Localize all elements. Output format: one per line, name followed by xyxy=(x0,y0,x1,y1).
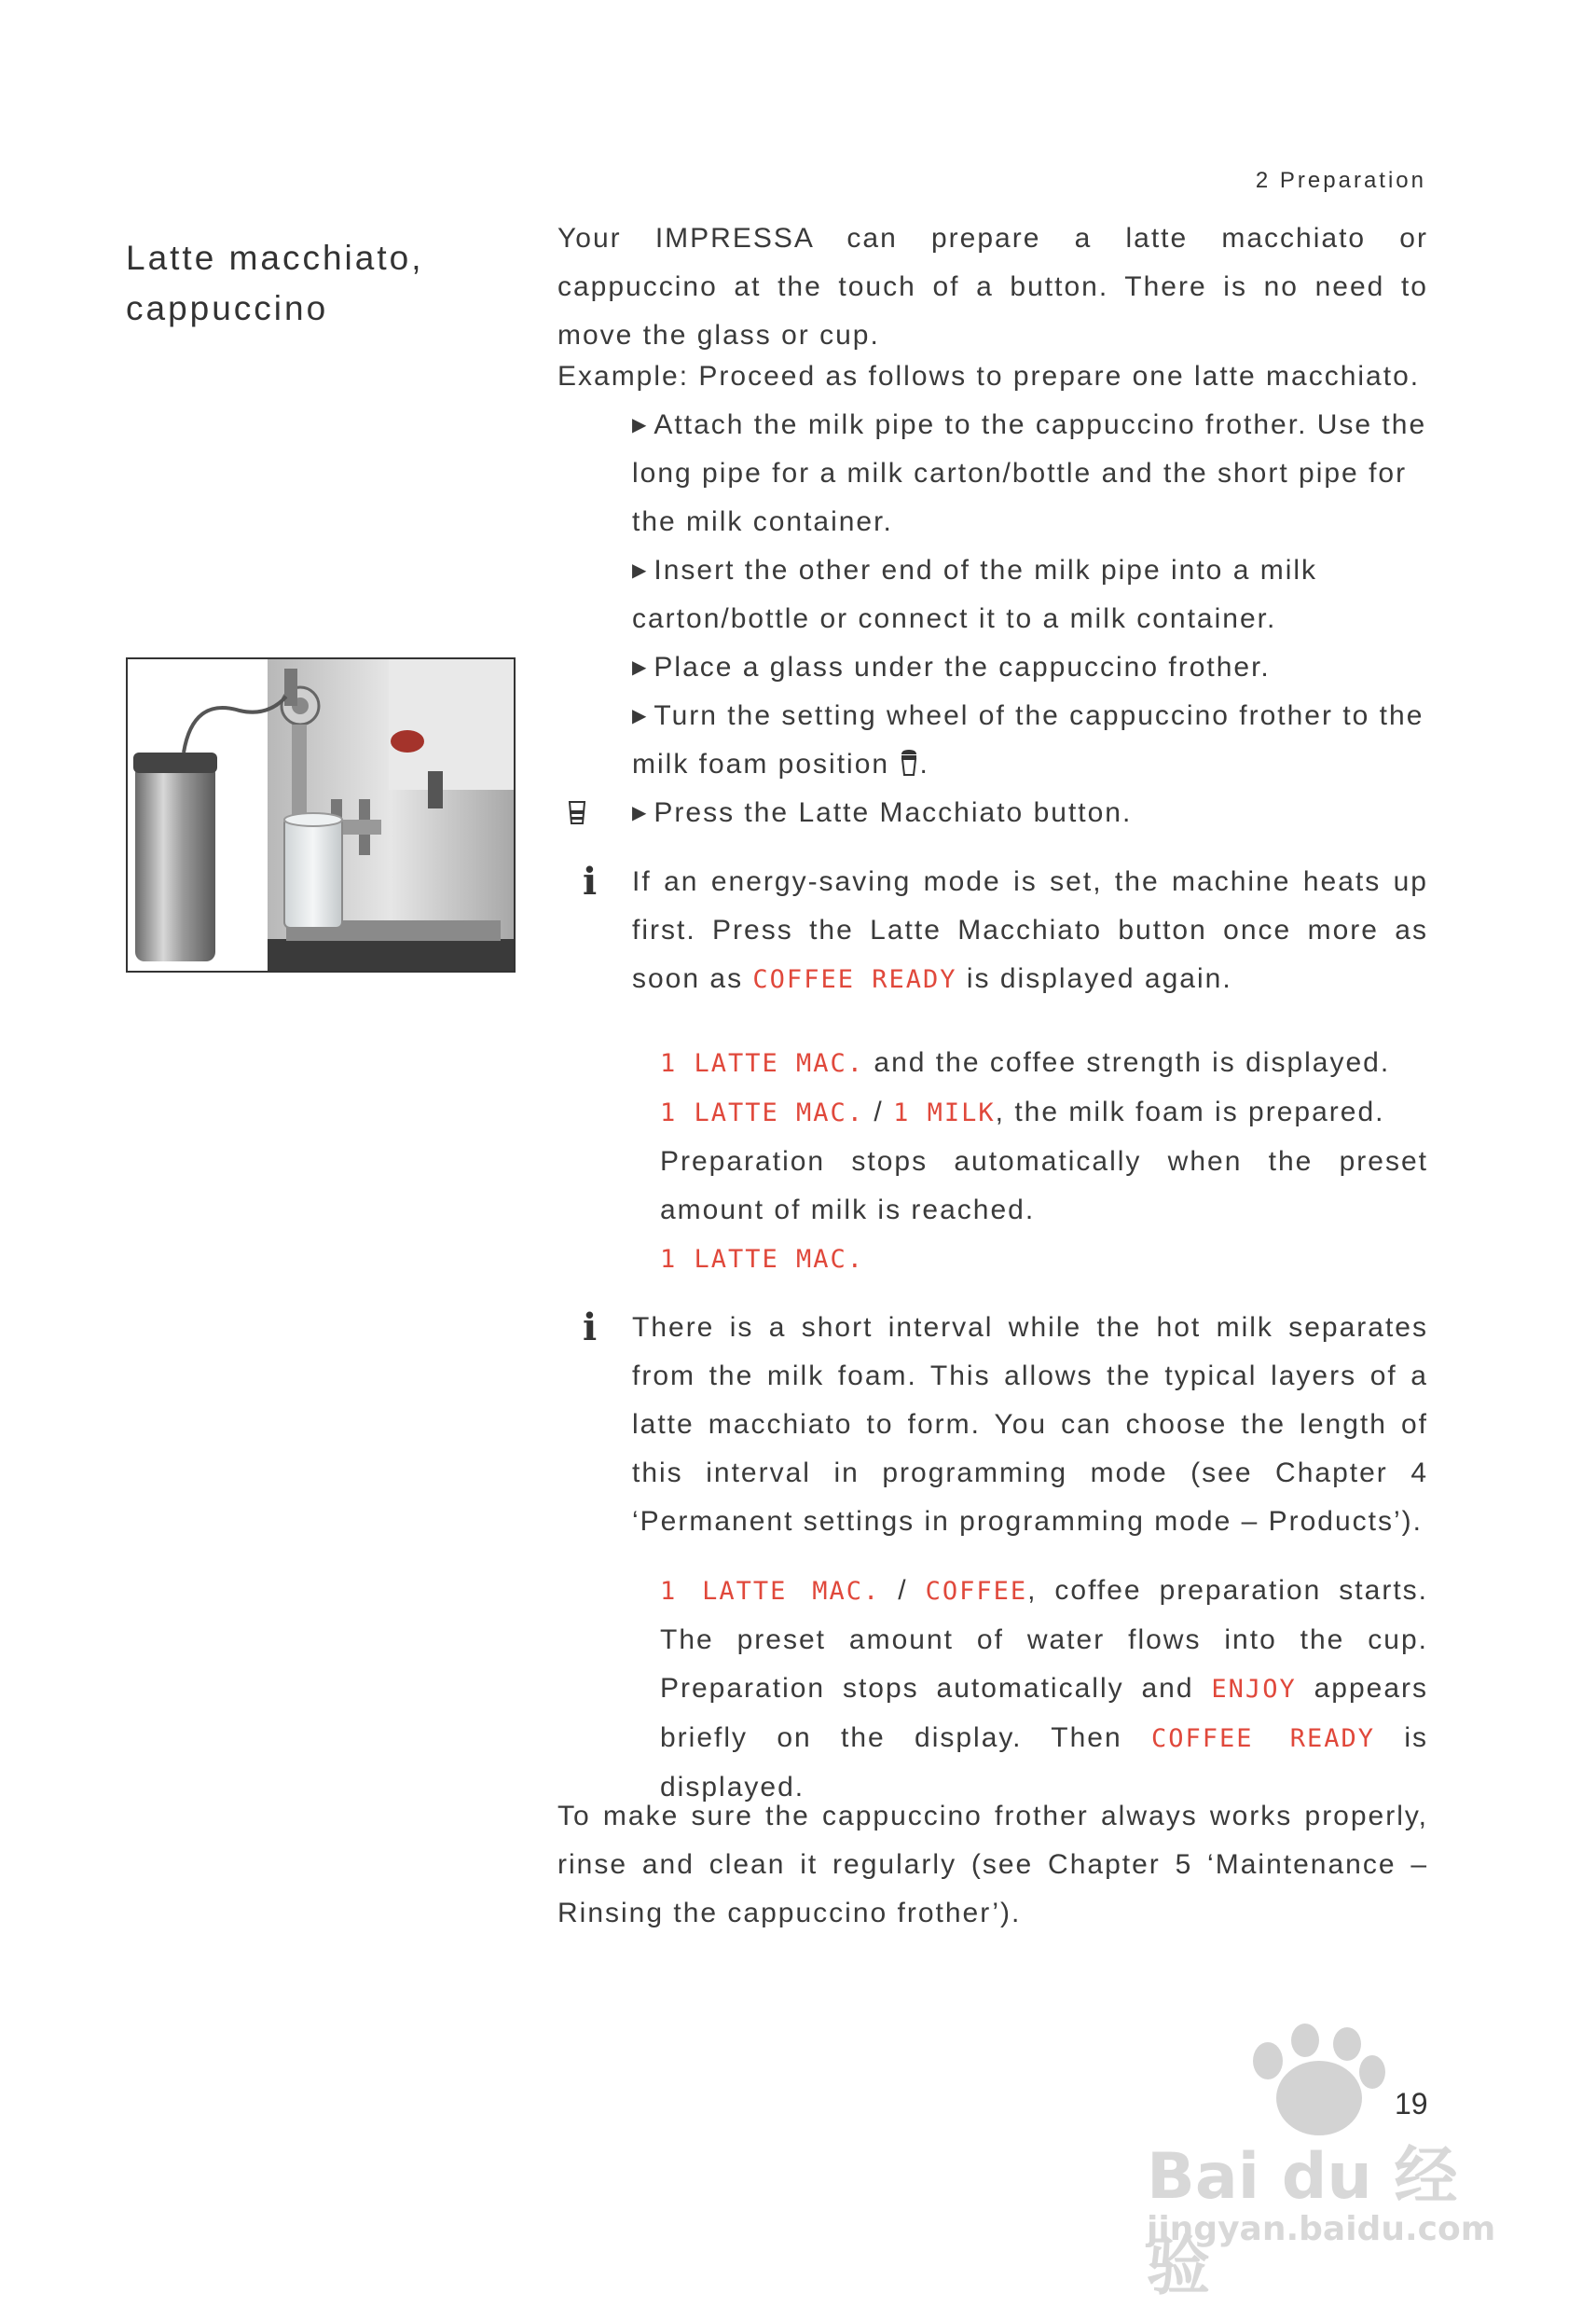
info-note-2-text: There is a short interval while the hot milk separates from the milk foam. This allows the typical layers of a latte macchiato to form. You can choose the length of this interval in programming mode (see Chapter 4 ‘Permanent settings in programming mode – Products’). xyxy=(632,1312,1428,1537)
coffee-sequence-text: 1 LATTE MAC. / COFFEE, coffee preparation starts. The preset amount of water flows into the cup. Preparation stops automatically and ENJOY appears briefly on the display. Then COFFEE READY is displayed. xyxy=(660,1575,1428,1803)
lcd-enjoy: ENJOY xyxy=(1211,1675,1297,1704)
bullet-triangle-icon: ▶ xyxy=(632,803,649,823)
latte-macchiato-button-icon xyxy=(567,798,587,826)
step-5: ▶ Press the Latte Macchiato button. xyxy=(632,789,1428,837)
info-note-2 xyxy=(557,1304,1428,1546)
watermark-brand: Bai du 经验 xyxy=(1147,2140,1458,2304)
coffee-sequence xyxy=(557,1567,1428,1812)
lcd-latte-mac: 1 LATTE MAC. xyxy=(660,1098,865,1127)
section-title xyxy=(126,233,499,334)
info-icon: i xyxy=(583,1305,599,1349)
baidu-watermark xyxy=(1119,2024,1510,2304)
info-note-1 xyxy=(557,858,1428,1004)
running-header: 2 Preparation xyxy=(1255,168,1426,193)
display-line-1: 1 LATTE MAC. and the coffee strength is displayed. xyxy=(660,1047,1391,1078)
machine-illustration xyxy=(126,657,516,973)
section-title-line2: cappuccino xyxy=(126,289,329,327)
bullet-triangle-icon: ▶ xyxy=(632,415,649,435)
milk-foam-icon xyxy=(899,749,919,777)
lcd-coffee: COFFEE xyxy=(925,1577,1028,1606)
bullet-triangle-icon: ▶ xyxy=(632,657,649,678)
display-line-3: Preparation stops automatically when the preset amount of milk is reached. xyxy=(660,1146,1428,1225)
coffee-machine-figure xyxy=(128,659,514,971)
step-4: ▶ Turn the setting wheel of the cappuccino frother to the milk foam position . xyxy=(632,700,1424,780)
section-title-line1: Latte macchiato, xyxy=(126,239,424,277)
display-line-2: 1 LATTE MAC. / 1 MILK, the milk foam is prepared. xyxy=(660,1097,1385,1127)
lcd-coffee-ready: COFFEE READY xyxy=(1150,1724,1376,1753)
info-icon: i xyxy=(583,860,599,904)
lcd-coffee-ready: COFFEE READY xyxy=(752,965,957,994)
lcd-milk: 1 MILK xyxy=(893,1098,996,1127)
intro-paragraph xyxy=(557,214,1428,360)
steps-list xyxy=(557,401,1428,837)
example-text: Example: Proceed as follows to prepare one latte macchiato. xyxy=(557,361,1421,392)
lcd-latte-mac: 1 LATTE MAC. xyxy=(660,1245,865,1274)
step-3: ▶ Place a glass under the cappuccino frother. xyxy=(632,652,1271,683)
closing-paragraph xyxy=(557,1792,1428,1938)
closing-text: To make sure the cappuccino frother always works properly, rinse and clean it regularly (see Chapter 5 ‘Maintenance – Rinsing the cappuccino frother’). xyxy=(557,1801,1428,1928)
watermark-url: jingyan.baidu.com xyxy=(1147,2210,1496,2248)
intro-text: Your IMPRESSA can prepare a latte macchiato or cappuccino at the touch of a button. There is no need to move the glass or cup. xyxy=(557,223,1428,351)
display-sequence xyxy=(557,1039,1428,1284)
bullet-triangle-icon: ▶ xyxy=(632,560,649,581)
bullet-triangle-icon: ▶ xyxy=(632,706,649,726)
lcd-latte-mac: 1 LATTE MAC. xyxy=(660,1577,881,1606)
info-note-1-text: If an energy-saving mode is set, the machine heats up first. Press the Latte Macchiato button once more as soon as COFFEE READY is displayed again. xyxy=(632,866,1428,994)
page-number: 19 xyxy=(1395,2087,1428,2121)
step-2: ▶ Insert the other end of the milk pipe into a milk carton/bottle or connect it to a milk container. xyxy=(632,555,1318,634)
lcd-latte-mac: 1 LATTE MAC. xyxy=(660,1049,865,1078)
step-1: ▶ Attach the milk pipe to the cappuccino frother. Use the long pipe for a milk carton/bottle and the short pipe for the milk container. xyxy=(632,409,1427,537)
display-line-4 xyxy=(660,1235,1428,1284)
example-line xyxy=(557,352,1428,401)
